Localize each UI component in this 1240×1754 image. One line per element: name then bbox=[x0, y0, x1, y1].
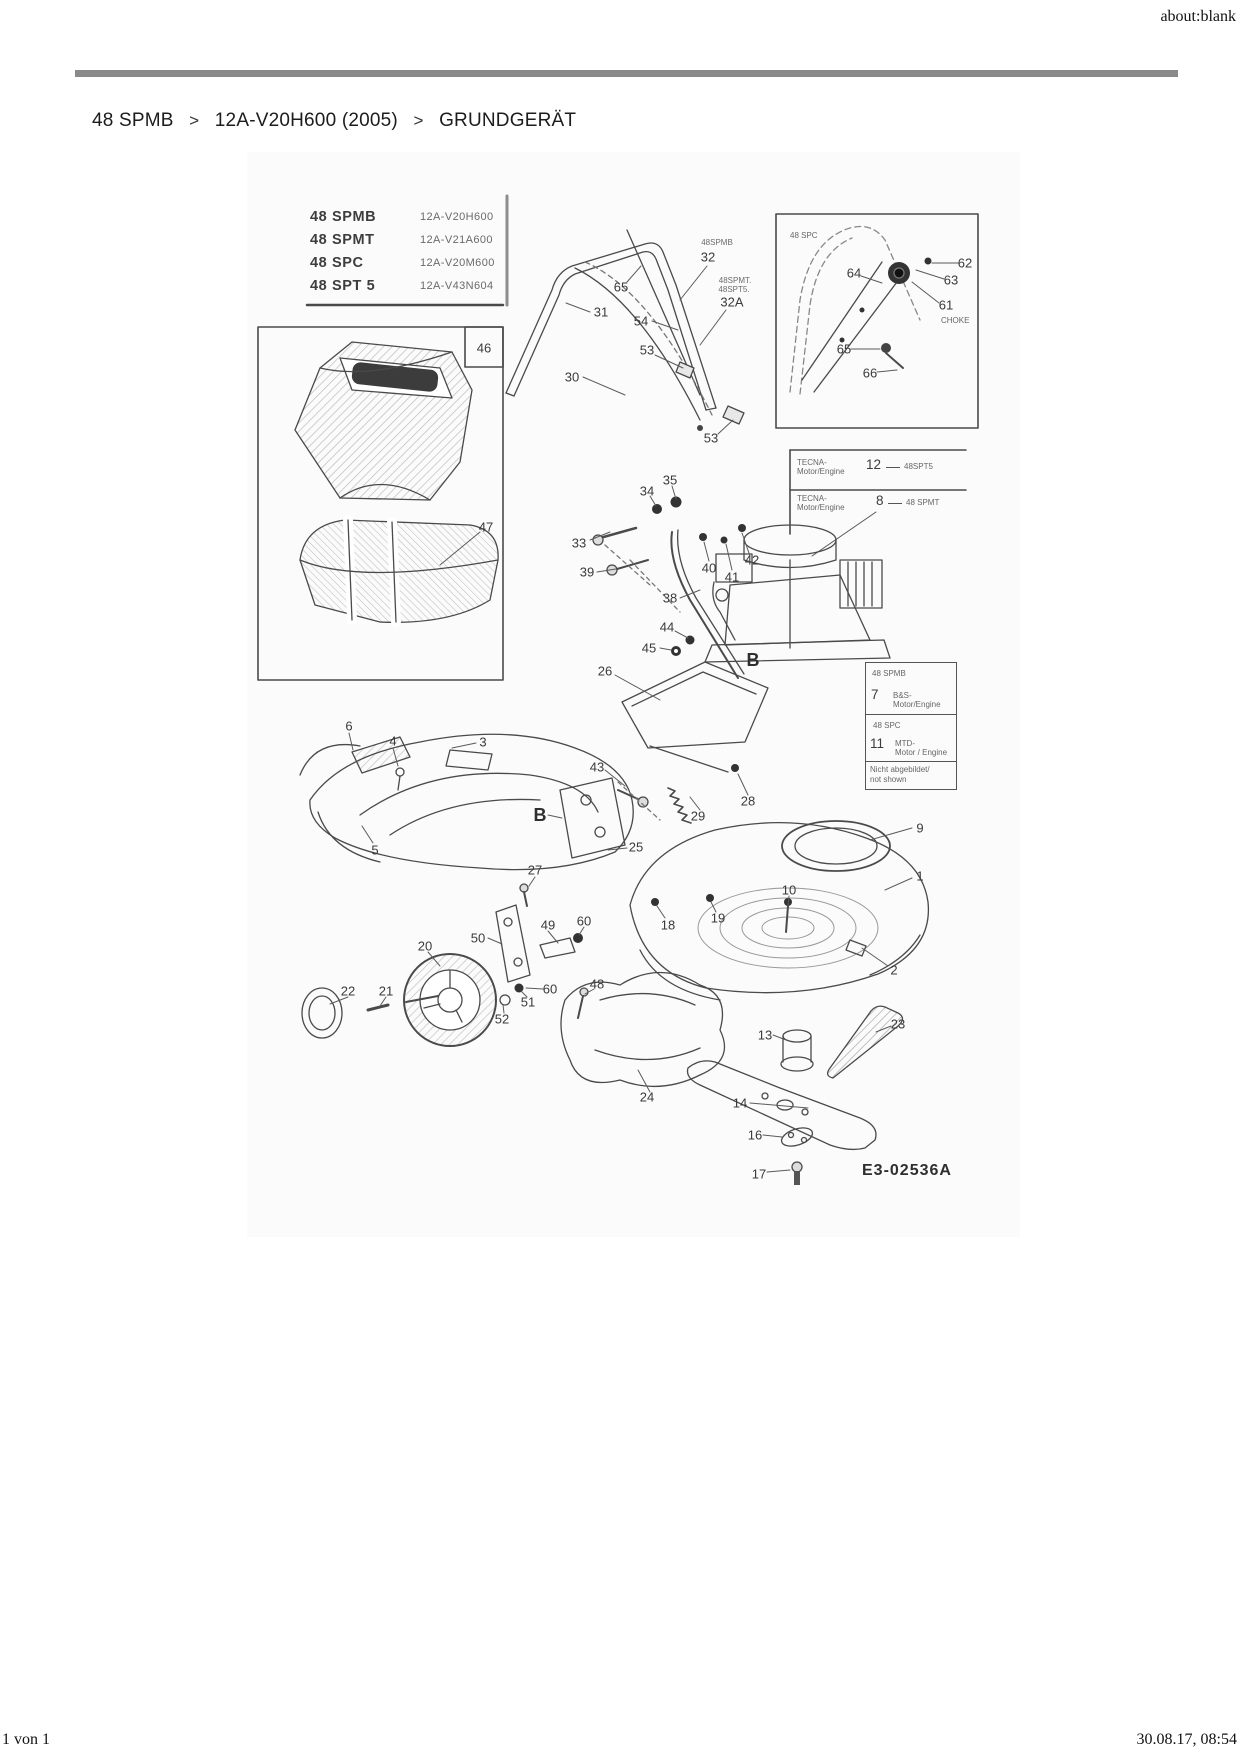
part-callout: 2 bbox=[890, 962, 898, 978]
part-callout: 6 bbox=[345, 718, 353, 734]
model-code: 12A-V21A600 bbox=[420, 234, 493, 246]
part-callout: 53 bbox=[639, 342, 655, 358]
engine-applies: 48 SPMT bbox=[906, 498, 940, 507]
part-callout: 39 bbox=[579, 564, 595, 580]
part-callout: 34 bbox=[639, 483, 655, 499]
part-callout: B bbox=[533, 805, 547, 825]
print-footer-timestamp: 30.08.17, 08:54 bbox=[1136, 1731, 1237, 1748]
part-callout: 62 bbox=[957, 255, 973, 271]
part-callout: 43 bbox=[589, 759, 605, 775]
part-callout: 42 bbox=[744, 552, 760, 568]
part-callout: 4 bbox=[389, 733, 397, 749]
note-num: 11 bbox=[870, 736, 885, 751]
print-header-url: about:blank bbox=[1160, 8, 1236, 25]
part-callout: 1 bbox=[916, 868, 924, 884]
engine-maker-line2: Motor/Engine bbox=[797, 467, 845, 476]
part-callout: 30 bbox=[564, 369, 580, 385]
part-callout: 44 bbox=[659, 619, 675, 635]
model-name: 48 SPMT bbox=[310, 232, 375, 248]
part-callout: 41 bbox=[724, 569, 740, 585]
engine-maker-line1: TECNA- bbox=[797, 458, 827, 467]
part-callout: 40 bbox=[701, 560, 717, 576]
breadcrumb-item-model: 48 SPMB bbox=[92, 110, 174, 131]
model-name: 48 SPC bbox=[310, 255, 364, 271]
part-callout: 60 bbox=[576, 913, 592, 929]
part-callout: 46 bbox=[476, 340, 492, 356]
part-callout: 47 bbox=[478, 519, 494, 535]
part-callout: 48SPMB bbox=[701, 238, 733, 247]
part-callout: 16 bbox=[747, 1127, 763, 1143]
part-callout: 48SPT5. bbox=[718, 285, 750, 294]
part-callout: 65 bbox=[836, 341, 852, 357]
note-engine-line2: Motor/Engine bbox=[893, 700, 941, 709]
part-callout: 28 bbox=[740, 793, 756, 809]
note-model: 48 SPC bbox=[873, 721, 901, 730]
part-callout: 60 bbox=[542, 981, 558, 997]
part-callout: 32A bbox=[720, 294, 744, 310]
choke-label: CHOKE bbox=[941, 316, 970, 325]
inset-title: 48 SPC bbox=[790, 231, 818, 240]
breadcrumb-item-group: GRUNDGERÄT bbox=[439, 110, 577, 131]
model-code: 12A-V43N604 bbox=[420, 280, 494, 292]
part-callout: 10 bbox=[781, 882, 797, 898]
breadcrumb-item-article: 12A-V20H600 (2005) bbox=[214, 110, 398, 131]
part-callout: 48 bbox=[589, 976, 605, 992]
breadcrumb-separator: > bbox=[189, 111, 200, 130]
note-engine-line2: Motor / Engine bbox=[895, 748, 948, 757]
part-callout: 29 bbox=[690, 808, 706, 824]
part-callout: 9 bbox=[916, 820, 924, 836]
part-callout: 17 bbox=[751, 1166, 767, 1182]
note-engine-line1: MTD- bbox=[895, 739, 915, 748]
part-callout: 52 bbox=[494, 1011, 510, 1027]
note-engine-line1: B&S- bbox=[893, 691, 912, 700]
part-callout: 66 bbox=[862, 365, 878, 381]
model-name: 48 SPT 5 bbox=[310, 278, 376, 294]
part-callout: 3 bbox=[479, 734, 487, 750]
part-callout: 14 bbox=[732, 1095, 748, 1111]
part-callout: 5 bbox=[371, 842, 379, 858]
part-callout: 33 bbox=[571, 535, 587, 551]
model-code: 12A-V20M600 bbox=[420, 257, 495, 269]
part-callout: 53 bbox=[703, 430, 719, 446]
part-callout: 23 bbox=[890, 1016, 906, 1032]
part-callout: 32 bbox=[700, 249, 716, 265]
part-callout: 18 bbox=[660, 917, 676, 933]
drawing-number: E3-02536A bbox=[862, 1162, 952, 1179]
part-callout: 54 bbox=[633, 313, 649, 329]
part-callout: 22 bbox=[340, 983, 356, 999]
model-name: 48 SPMB bbox=[310, 209, 377, 225]
engine-ref-num: 8 bbox=[876, 493, 884, 508]
engine-applies: 48SPT5 bbox=[904, 462, 933, 471]
part-callout: 45 bbox=[641, 640, 657, 656]
part-callout: 49 bbox=[540, 917, 556, 933]
part-callout: 35 bbox=[662, 472, 678, 488]
part-callout: 31 bbox=[593, 304, 609, 320]
note-model: 48 SPMB bbox=[872, 669, 906, 678]
part-callout: 61 bbox=[938, 297, 954, 313]
part-callout: 48SPMT. bbox=[718, 276, 752, 285]
engine-maker-line2: Motor/Engine bbox=[797, 503, 845, 512]
part-callout: 13 bbox=[757, 1027, 773, 1043]
note-num: 7 bbox=[871, 687, 879, 702]
note-text-line2: not shown bbox=[870, 775, 907, 784]
part-callout: 24 bbox=[639, 1089, 655, 1105]
note-text-line1: Nicht abgebildet/ bbox=[870, 765, 930, 774]
part-callout: 25 bbox=[628, 839, 644, 855]
part-callout: 27 bbox=[527, 862, 543, 878]
part-callout: 20 bbox=[417, 938, 433, 954]
engine-ref-num: 12 bbox=[866, 457, 882, 472]
breadcrumb-separator: > bbox=[413, 111, 424, 130]
part-callout: 50 bbox=[470, 930, 486, 946]
part-callout: 19 bbox=[710, 910, 726, 926]
part-callout: 51 bbox=[520, 994, 536, 1010]
part-callout: 21 bbox=[378, 983, 394, 999]
print-footer-page-count: 1 von 1 bbox=[2, 1731, 50, 1748]
model-code: 12A-V20H600 bbox=[420, 211, 494, 223]
engine-maker-line1: TECNA- bbox=[797, 494, 827, 503]
part-callout: 63 bbox=[943, 272, 959, 288]
part-callout: 26 bbox=[597, 663, 613, 679]
part-callout: 65 bbox=[613, 279, 629, 295]
part-callout: B bbox=[746, 650, 760, 670]
part-callout: 38 bbox=[662, 590, 678, 606]
part-callout: 64 bbox=[846, 265, 862, 281]
